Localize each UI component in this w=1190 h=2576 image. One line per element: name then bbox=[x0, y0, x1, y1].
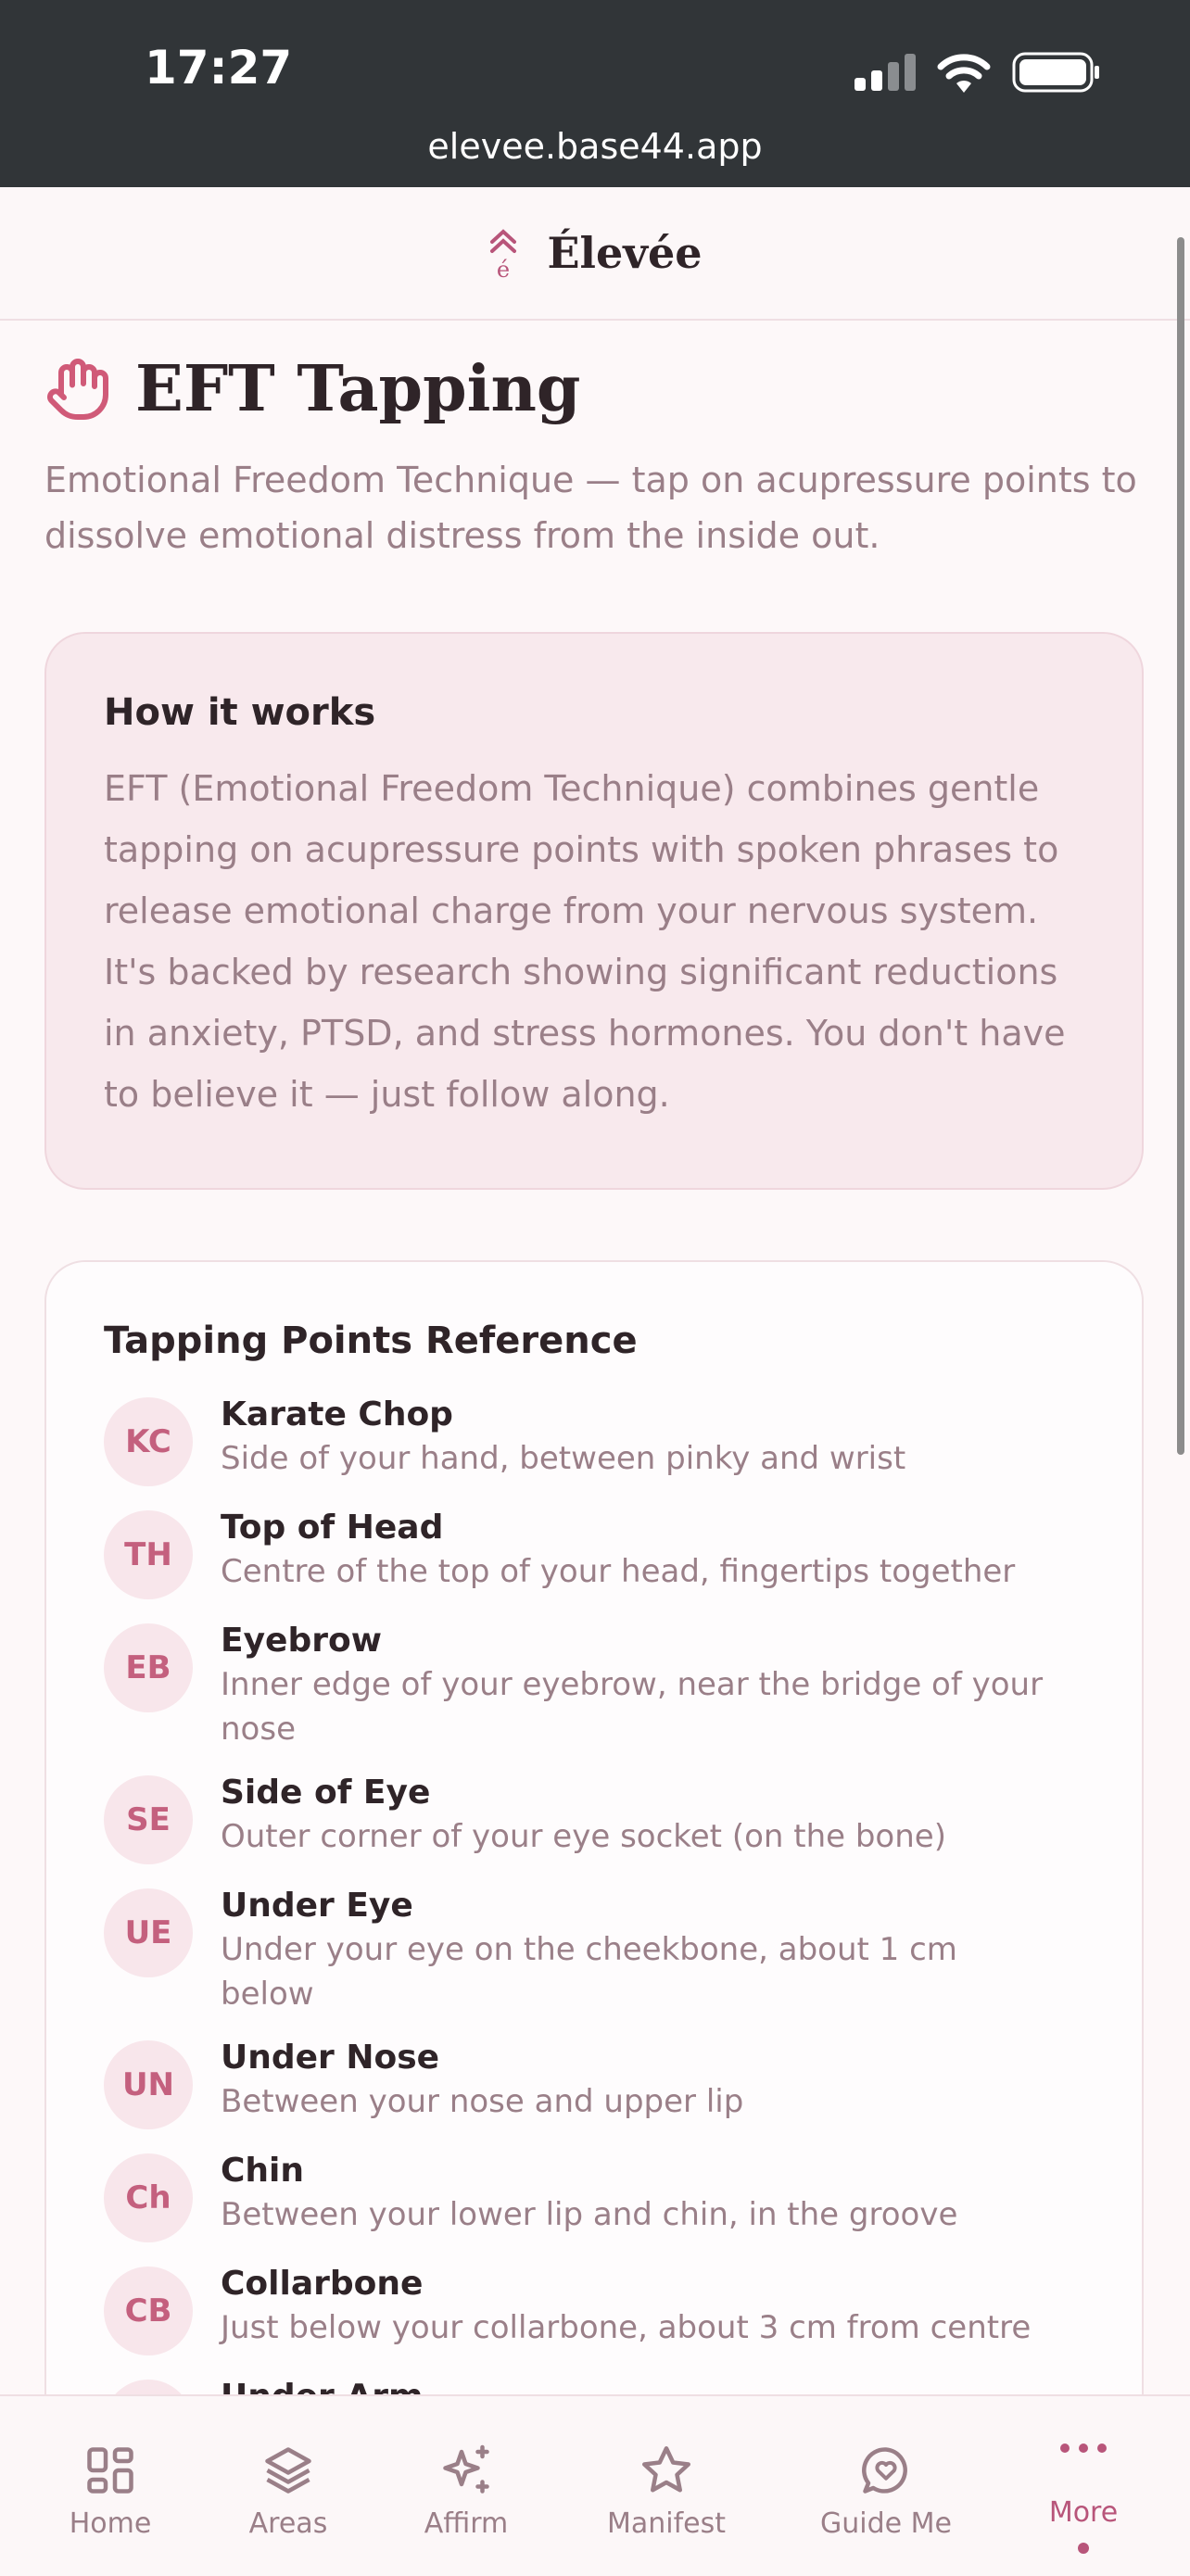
point-badge: CB bbox=[104, 2267, 193, 2355]
point-name: Karate Chop bbox=[221, 1395, 453, 1433]
nav-home[interactable] bbox=[18, 2396, 203, 2576]
point-badge: SE bbox=[104, 1775, 193, 1864]
tapping-point-item bbox=[104, 2263, 1084, 2355]
address-bar-url[interactable]: elevee.base44.app bbox=[427, 126, 763, 167]
page-title-row bbox=[44, 352, 580, 426]
nav-guide-me[interactable] bbox=[793, 2396, 979, 2576]
page-title: EFT Tapping bbox=[135, 352, 581, 426]
point-badge: UE bbox=[104, 1888, 193, 1977]
point-name: Under Eye bbox=[221, 1887, 413, 1925]
nav-manifest[interactable] bbox=[574, 2396, 759, 2576]
tapping-points-heading: Tapping Points Reference bbox=[104, 1320, 638, 1362]
point-description: Outer corner of your eye socket (on the bone) bbox=[221, 1818, 946, 1855]
point-description: Between your lower lip and chin, in the groove bbox=[221, 2196, 958, 2233]
wifi-icon bbox=[936, 52, 992, 93]
brand-logo-icon bbox=[487, 225, 519, 281]
point-description: Centre of the top of your head, fingertips together bbox=[221, 1553, 1016, 1590]
nav-label: More bbox=[1048, 2496, 1119, 2529]
nav-label: Manifest bbox=[606, 2507, 727, 2540]
nav-label: Areas bbox=[248, 2507, 328, 2540]
point-description: Under your eye on the cheekbone, about 1 cm below bbox=[221, 1931, 957, 2013]
brand-logo-glyph: é bbox=[497, 257, 511, 281]
brand-name[interactable]: Élevée bbox=[547, 228, 703, 278]
chat-heart-icon bbox=[858, 2443, 914, 2498]
tapping-point-item bbox=[104, 2150, 1084, 2242]
point-description: Between your nose and upper lip bbox=[221, 2083, 744, 2120]
tapping-point-item bbox=[104, 1885, 1084, 2016]
nav-label: Guide Me bbox=[820, 2507, 952, 2540]
point-name: Side of Eye bbox=[221, 1774, 431, 1812]
grid-icon bbox=[82, 2443, 138, 2498]
nav-label: Home bbox=[69, 2507, 152, 2540]
bottom-nav bbox=[0, 2394, 1190, 2576]
tapping-point-item bbox=[104, 1620, 1084, 1751]
point-name: Top of Head bbox=[221, 1509, 444, 1547]
active-indicator bbox=[1078, 2543, 1089, 2554]
tapping-point-item bbox=[104, 1394, 1084, 1486]
more-dots-icon bbox=[1056, 2439, 1111, 2457]
browser-status-bar bbox=[0, 0, 1190, 187]
nav-label: Affirm bbox=[424, 2507, 509, 2540]
status-icons bbox=[855, 52, 1101, 93]
point-name: Under Nose bbox=[221, 2039, 440, 2077]
point-description: Side of your hand, between pinky and wrist bbox=[221, 1440, 906, 1477]
point-badge: Ch bbox=[104, 2153, 193, 2242]
sparkles-icon bbox=[438, 2443, 494, 2498]
tapping-point-item bbox=[104, 1507, 1084, 1599]
point-badge: UN bbox=[104, 2040, 193, 2129]
tapping-points-list bbox=[104, 1394, 1084, 2465]
point-name: Chin bbox=[221, 2152, 305, 2190]
how-it-works-card bbox=[44, 632, 1144, 1190]
tapping-points-card bbox=[44, 1260, 1144, 2465]
page-subtitle: Emotional Freedom Technique — tap on acupressure points to dissolve emotional distress from the inside out. bbox=[44, 460, 1137, 556]
star-icon bbox=[639, 2443, 694, 2498]
tapping-point-item bbox=[104, 1772, 1084, 1864]
point-name: Eyebrow bbox=[221, 1622, 382, 1660]
tapping-point-item bbox=[104, 2037, 1084, 2129]
point-description: Just below your collarbone, about 3 cm from centre bbox=[221, 2309, 1032, 2346]
nav-affirm[interactable] bbox=[373, 2396, 559, 2576]
battery-icon bbox=[1012, 52, 1101, 93]
nav-areas[interactable] bbox=[196, 2396, 381, 2576]
hand-icon bbox=[44, 356, 111, 423]
point-badge: KC bbox=[104, 1397, 193, 1486]
cellular-signal-icon bbox=[855, 54, 916, 91]
how-it-works-body: EFT (Emotional Freedom Technique) combines gentle tapping on acupressure points with spoken phrases to release emotional charge from your nervous system. It's backed by research showing significant reductions in anxiety, PTSD, and stress hormones. You don't have to believe it — just follow along. bbox=[104, 768, 1066, 1115]
app-header bbox=[0, 187, 1190, 321]
how-it-works-heading: How it works bbox=[104, 691, 376, 734]
scrollbar[interactable] bbox=[1177, 237, 1184, 1455]
nav-more[interactable] bbox=[991, 2396, 1176, 2576]
point-badge: EB bbox=[104, 1623, 193, 1712]
point-name: Collarbone bbox=[221, 2265, 424, 2303]
status-time: 17:27 bbox=[145, 41, 293, 95]
layers-icon bbox=[260, 2443, 316, 2498]
point-description: Inner edge of your eyebrow, near the bridge of your nose bbox=[221, 1666, 1044, 1748]
point-badge: TH bbox=[104, 1510, 193, 1599]
